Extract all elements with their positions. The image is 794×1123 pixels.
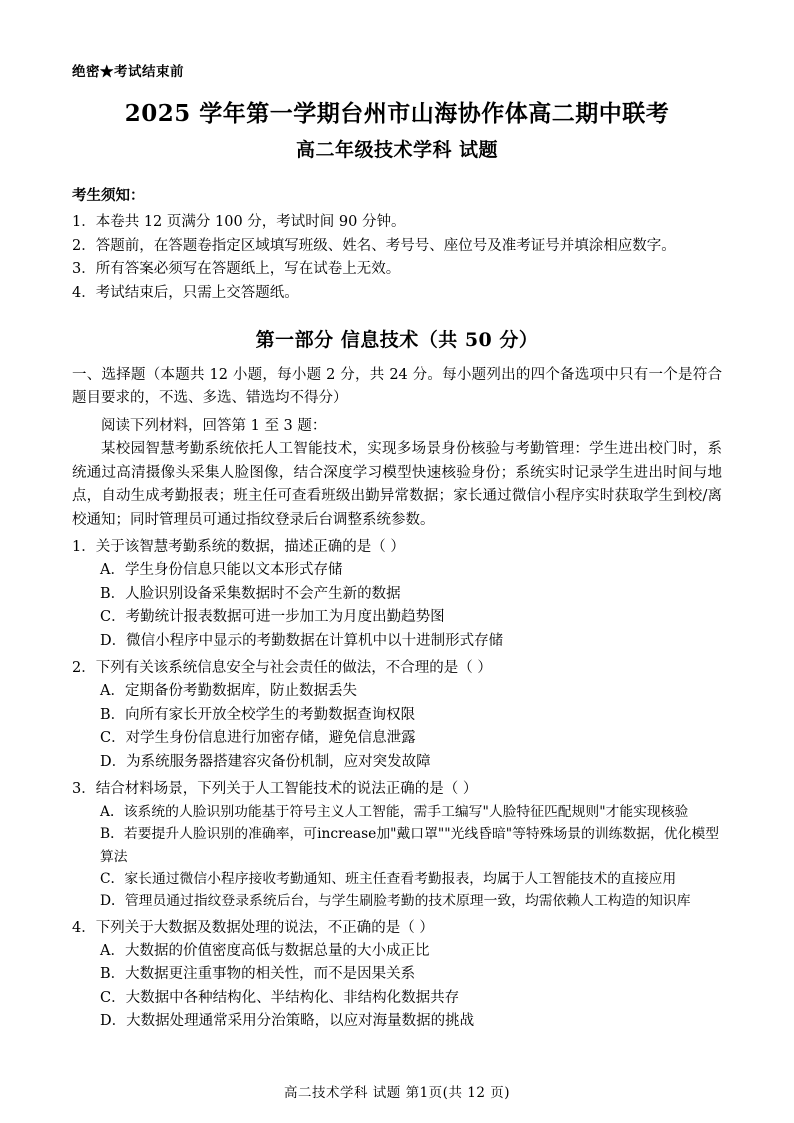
- option-item[interactable]: D．为系统服务器搭建容灾备份机制，应对突发故障: [100, 753, 431, 770]
- reading-material: 某校园智慧考勤系统依托人工智能技术，实现多场景身份核验与考勤管理：学生进出校门时，系统通过高清摄像头采集人脸图像，结合深度学习模型快速核验身份；系统实时记录学生进出时间与地点，自动生成考勤报表；班主任可查看班级出勤异常数据；家长通过微信小程序实时获取学生到校/离校通知；同时管理员可通过指纹登录后台调整系统参数。: [72, 441, 722, 528]
- option-item[interactable]: A．学生身份信息只能以文本形式存储: [100, 562, 343, 579]
- page-subtitle: 高二年级技术学科 试题: [295, 139, 499, 162]
- option-item[interactable]: B．大数据更注重事物的相关性，而不是因果关系: [100, 966, 416, 983]
- question-options: [72, 801, 722, 913]
- option-item[interactable]: C．大数据中各种结构化、半结构化、非结构化数据共存: [100, 989, 460, 1006]
- option-item[interactable]: D．大数据处理通常采用分治策略，以应对海量数据的挑战: [100, 1013, 475, 1030]
- option-item[interactable]: B．向所有家长开放全校学生的考勤数据查询权限: [100, 706, 416, 723]
- notice-item-1: 1．本卷共 12 页满分 100 分，考试时间 90 分钟。: [72, 214, 406, 231]
- notice-item-3: 3．所有答案必须写在答题纸上，写在试卷上无效。: [72, 261, 401, 278]
- page-content: [72, 60, 722, 1034]
- question-stem: 1．关于该智慧考勤系统的数据，描述正确的是（ ）: [72, 539, 405, 556]
- section-intro: 一、选择题（本题共 12 小题，每小题 2 分，共 24 分。每小题列出的四个备选项中只有一个是符合题目要求的，不选、多选、错选均不得分）: [72, 366, 722, 407]
- question-stem: 4．下列关于大数据及数据处理的说法，不正确的是（ ）: [72, 919, 434, 936]
- option-item[interactable]: D．微信小程序中显示的考勤数据在计算机中以十进制形式存储: [100, 632, 504, 649]
- option-item[interactable]: A．大数据的价值密度高低与数据总量的大小成正比: [100, 942, 430, 959]
- option-item[interactable]: C．家长通过微信小程序接收考勤通知、班主任查看考勤报表，均属于人工智能技术的直接应用: [100, 871, 677, 887]
- question-stem: 2．下列有关该系统信息安全与社会责任的做法，不合理的是（ ）: [72, 660, 492, 677]
- page-title: 2025 学年第一学期台州市山海协作体高二期中联考: [124, 100, 670, 127]
- notice-item-2: 2．答题前，在答题卷指定区域填写班级、姓名、考号号、座位号及准考证号并填涂相应数字。: [72, 237, 676, 254]
- question-options: [72, 680, 722, 774]
- notice-heading: 考生须知：: [72, 187, 145, 205]
- secret-label: 绝密★考试结束前: [72, 64, 184, 80]
- option-item[interactable]: A．该系统的人脸识别功能基于符号主义人工智能，需手工编写"人脸特征匹配规则"才能实现核验: [100, 803, 689, 820]
- part-title: 第一部分 信息技术（共 50 分）: [255, 328, 539, 351]
- question-options: [72, 940, 722, 1034]
- option-item[interactable]: C．对学生身份信息进行加密存储，避免信息泄露: [100, 730, 416, 747]
- question-options: [72, 559, 722, 653]
- option-item[interactable]: A．定期备份考勤数据库，防止数据丢失: [100, 683, 357, 700]
- option-item[interactable]: C．考勤统计报表数据可进一步加工为月度出勤趋势图: [100, 609, 445, 626]
- notice-item-4: 4．考试结束后，只需上交答题纸。: [72, 284, 299, 301]
- question-stem: 3．结合材料场景，下列关于人工智能技术的说法正确的是（ ）: [72, 781, 478, 798]
- option-item[interactable]: B．人脸识别设备采集数据时不会产生新的数据: [100, 585, 401, 602]
- reading-lead: 阅读下列材料，回答第 1 至 3 题：: [101, 417, 327, 434]
- option-item[interactable]: D．管理员通过指纹登录系统后台，与学生刷脸考勤的技术原理一致，均需依赖人工构造的知识库: [100, 893, 691, 910]
- page-footer: 高二技术学科 试题 第1页(共 12 页): [284, 1085, 510, 1101]
- option-item[interactable]: B．若要提升人脸识别的准确率，可increase加"戴口罩""光线昏暗"等特殊场景的训练数据，优化模型算法: [100, 826, 720, 865]
